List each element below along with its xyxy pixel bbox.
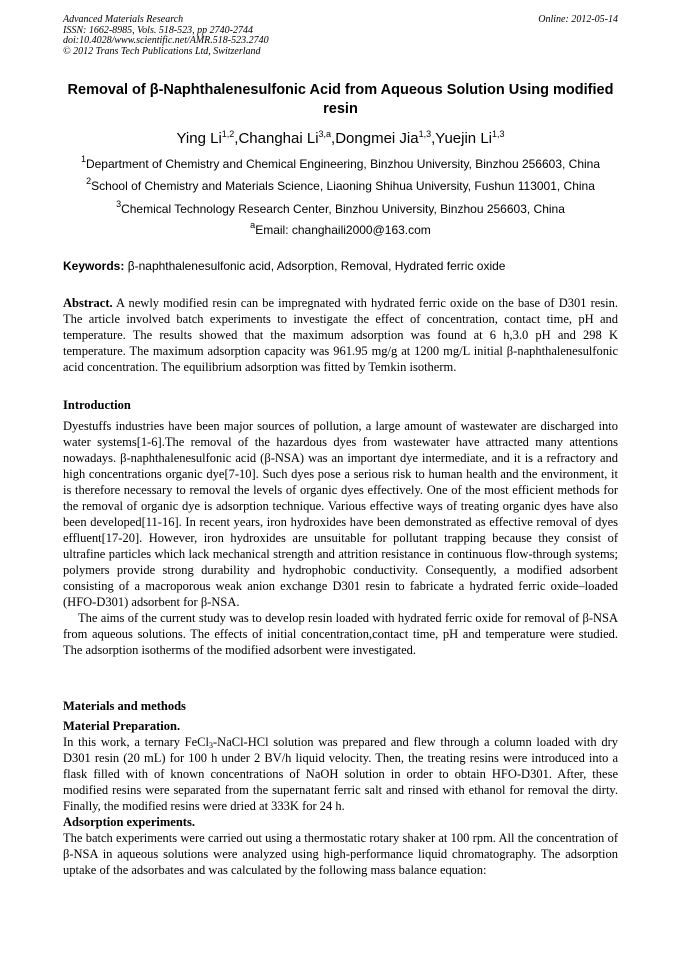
affiliation-mark: 3 [116, 199, 122, 209]
affiliation-mark: a [250, 220, 256, 230]
introduction-paragraph-1: Dyestuffs industries have been major sources of pollution, a large amount of wastewater are discharged into water systems[1-6].The removal of the hazardous dyes from wastewater have attracted many attentions nowadays. β-naphthalenesulfonic acid (β-NSA) was an important dye intermediate, and it is a refractory and high concentrations organic dye[7-10]. Such dyes pose a serious risk to human health and the environment, it is therefore necessary to removal the levels of organic dyes effectively. One of the most efficient methods for the removal of organic dye is adsorption technique. Various effective ways of treating organic dyes have also been developed[11-16]. In recent years, iron hydroxides have been demonstrated as effective removal of dyes effluent[17-20]. However, iron hydroxides are unsuitable for pollutant trapping because they consist of ultrafine particles which lack mechanical strength and attrition resistance in continuous flow-through systems; polymers provide strong durability and hydrophobic conductivity. Consequently, a modified adsorbent consisting of a macroporous weak anion exchange D301 resin to fabricate a hydrated ferric oxide–loaded (HFO-D301) adsorbent for β-NSA. [63, 419, 618, 609]
keywords-text: β-naphthalenesulfonic acid, Adsorption, Removal, Hydrated ferric oxide [124, 259, 506, 273]
journal-name: Advanced Materials Research [63, 14, 184, 25]
author-list [63, 130, 618, 148]
author-separator: , [431, 130, 436, 147]
online-date: Online: 2012-05-14 [538, 14, 618, 25]
affiliation-1 [63, 154, 618, 171]
author-separator: , [234, 130, 239, 147]
abstract-label: Abstract. [63, 296, 113, 310]
materials-methods-heading: Materials and methods [63, 699, 186, 713]
material-preparation-heading: Material Preparation. [63, 719, 181, 733]
introduction-heading: Introduction [63, 398, 131, 412]
adsorption-experiments-heading: Adsorption experiments. [63, 815, 195, 829]
author-name: Ying Li [176, 130, 222, 147]
affiliation-mark: 2 [86, 176, 92, 186]
keywords [63, 259, 618, 273]
affiliation-text: Chemical Technology Research Center, Binzhou University, Binzhou 256603, China [121, 202, 565, 216]
author-affiliation-mark: 3,a [318, 129, 332, 139]
author-affiliation-mark: 1,2 [221, 129, 235, 139]
doi-line: doi:10.4028/www.scientific.net/AMR.518-523.2740 [63, 35, 269, 46]
issn-line: ISSN: 1662-8985, Vols. 518-523, pp 2740-2744 [63, 24, 253, 36]
author-name: Dongmei Jia [335, 130, 419, 147]
affiliation-text: School of Chemistry and Materials Science, Liaoning Shihua University, Fushun 113001, China [91, 179, 595, 193]
paper-title: Removal of β-Naphthalenesulfonic Acid from Aqueous Solution Using modified resin [67, 82, 614, 117]
affiliation-2 [63, 176, 618, 193]
affiliation-mark: 1 [80, 154, 86, 164]
email-text: Email: changhaili2000@163.com [255, 223, 431, 237]
adsorption-experiments-text: The batch experiments were carried out using a thermostatic rotary shaker at 100 rpm. All the concentration of β-NSA in aqueous solutions were analyzed using high-performance liquid chromatography. The adsorption uptake of the adsorbates and was calculated by the following mass balance equation: [63, 831, 618, 877]
author-affiliation-mark: 1,3 [492, 129, 505, 139]
affiliation-text: Department of Chemistry and Chemical Engineering, Binzhou University, Binzhou 256603, China [85, 157, 601, 171]
author-name: Yuejin Li [435, 130, 492, 147]
abstract [63, 295, 618, 375]
introduction-paragraph-2: The aims of the current study was to develop resin loaded with hydrated ferric oxide for removal of β-NSA from aqueous solutions. The effects of initial concentration,contact time, pH and temperature were studied. The adsorption isotherms of the modified adsorbent were investigated. [63, 611, 618, 657]
copyright-line: © 2012 Trans Tech Publications Ltd, Switzerland [63, 45, 261, 57]
formula-subscript: 3 [209, 741, 213, 750]
abstract-text: A newly modified resin can be impregnated with hydrated ferric oxide on the base of D301 resin. The article involved batch experiments to investigate the effect of concentration, contact time, pH and temperature. The results showed that the maximum adsorption was found at 6 h,3.0 pH and 298 K temperature. The maximum adsorption capacity was 961.95 mg/g at 1200 mg/L initial β-naphthalenesulfonic acid concentration. The equilibrium adsorption was fitted by Temkin isotherm. [63, 296, 618, 374]
author-affiliation-mark: 1,3 [418, 129, 432, 139]
author-separator: , [331, 130, 336, 147]
preparation-text-rest: -NaCl-HCl solution was prepared and flew through a column loaded with dry D301 resin (20 mL) for 100 h under 2 BV/h liquid velocity. Then, the treating resins were introduced into a flask filled with of known concentrations of NaOH solution in order to obtain HFO-D301. After, these modified resins were separated from the supernatant ferric salt and rinsed with ethanol for removal the dirty. Finally, the modified resins were dried at 333K for 24 h. [63, 735, 618, 813]
introduction-body [63, 418, 618, 658]
author-name: Changhai Li [238, 130, 319, 147]
material-preparation-text [63, 734, 618, 814]
keywords-label: Keywords: [63, 259, 125, 273]
affiliation-3 [63, 199, 618, 216]
preparation-text-start: In this work, a ternary FeCl [63, 735, 209, 749]
journal-header [63, 15, 618, 57]
corresponding-email [63, 220, 618, 237]
materials-methods-body [63, 718, 618, 878]
